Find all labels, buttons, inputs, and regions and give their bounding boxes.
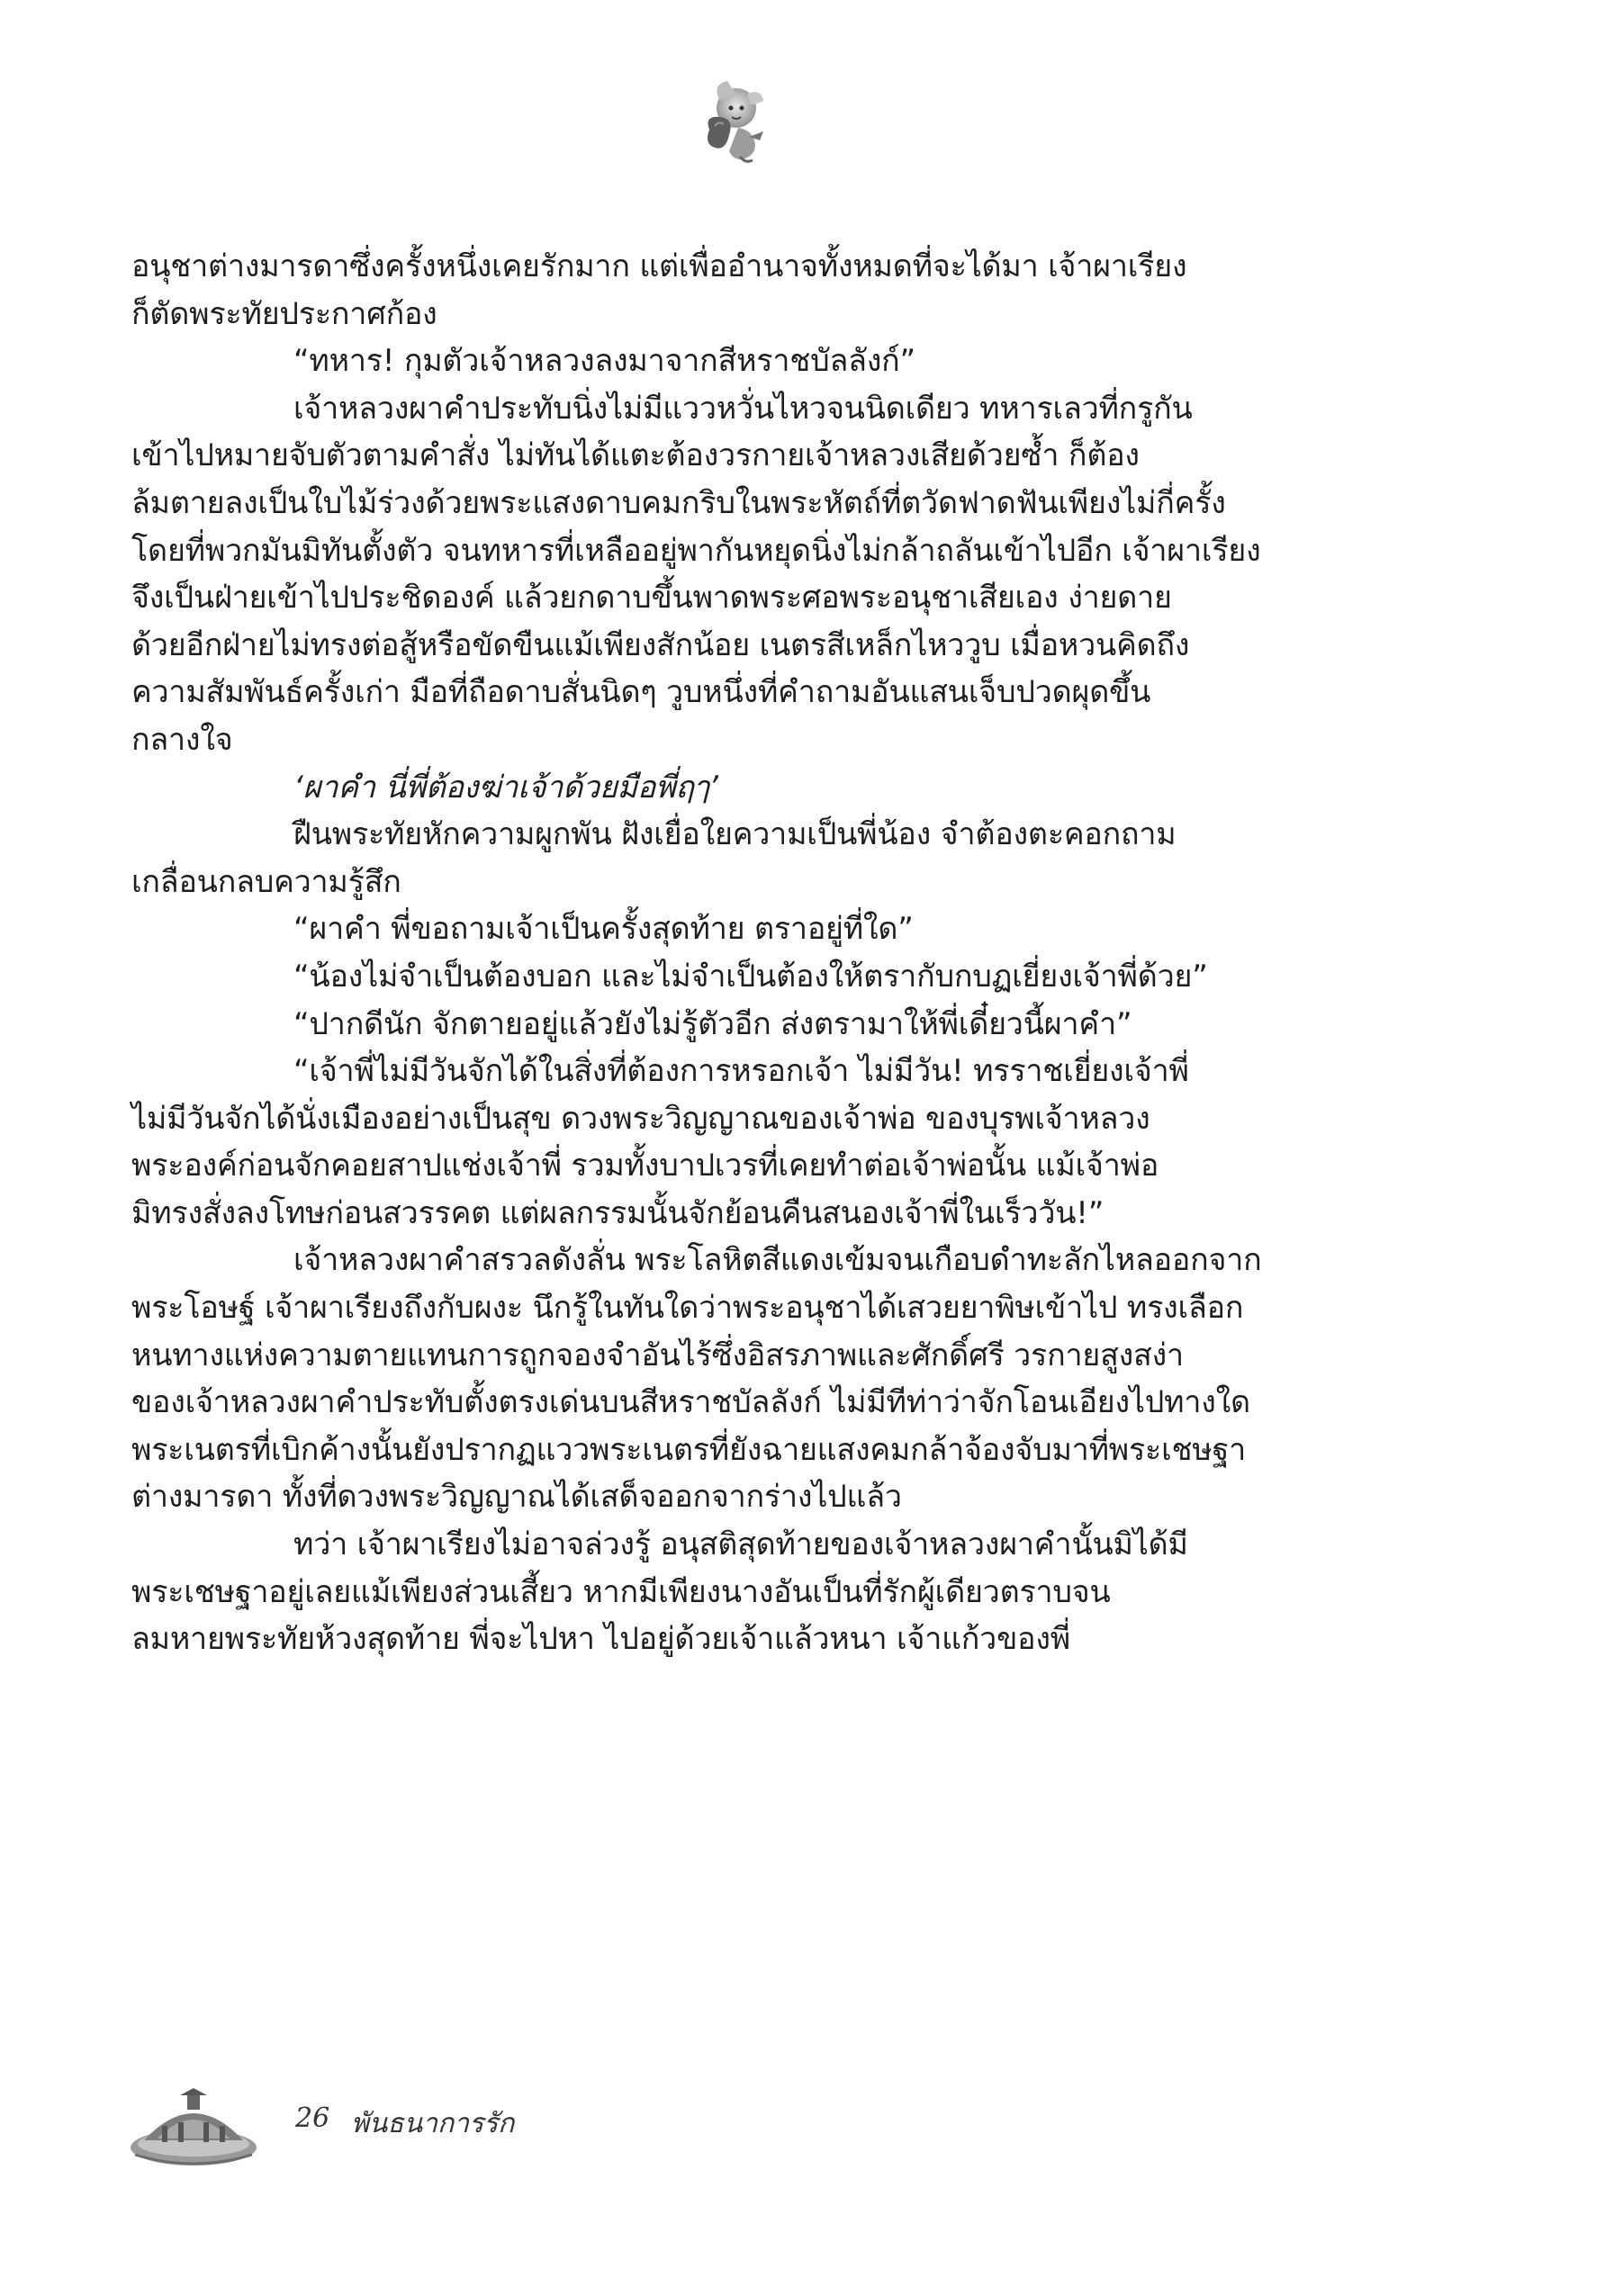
text-line: ทว่า เจ้าผาเรียงไม่อาจล่วงรู้ อนุสติสุดท้ายของเจ้าหลวงผาคำนั้นมิได้มี bbox=[293, 1526, 1188, 1563]
text-line: พระเชษฐาอยู่เลยแม้เพียงส่วนเสี้ยว หากมีเพียงนางอันเป็นที่รักผู้เดียวตราบจน bbox=[131, 1573, 1111, 1610]
text-line: เกลื่อนกลบความรู้สึก bbox=[131, 863, 401, 900]
text-line: เจ้าหลวงผาคำสรวลดังลั่น พระโลหิตสีแดงเข้มจนเกือบดำทะลักไหลออกจาก bbox=[293, 1242, 1262, 1279]
text-line: หนทางแห่งความตายแทนการถูกจองจำอันไร้ซึ่งอิสรภาพและศักดิ์ศรี วรกายสูงสง่า bbox=[131, 1337, 1184, 1373]
text-line: อนุชาต่างมารดาซึ่งครั้งหนึ่งเคยรักมาก แต่เพื่ออำนาจทั้งหมดที่จะได้มา เจ้าผาเรียง bbox=[131, 248, 1187, 284]
inner-thought-line: ‘ผาคำ นี่พี่ต้องฆ่าเจ้าด้วยมือพี่ฤๅ’ bbox=[293, 769, 718, 806]
book-title: พันธนาการรัก bbox=[351, 2108, 515, 2139]
text-line: ฝืนพระทัยหักความผูกพัน ฝังเยื่อใยความเป็นพี่น้อง จำต้องตะคอกถาม bbox=[293, 816, 1177, 853]
text-line: โดยที่พวกมันมิทันตั้งตัว จนทหารที่เหลืออยู่พากันหยุดนิ่งไม่กล้าถลันเข้าไปอีก เจ้าผาเรียง bbox=[131, 532, 1261, 569]
dialogue-line: “น้องไม่จำเป็นต้องบอก และไม่จำเป็นต้องให้ตรากับกบฏเยี่ยงเจ้าพี่ด้วย” bbox=[293, 958, 1208, 995]
dialogue-line: “ผาคำ พี่ขอถามเจ้าเป็นครั้งสุดท้าย ตราอยู่ที่ใด” bbox=[293, 911, 914, 948]
body-text bbox=[131, 243, 1338, 1663]
dialogue-line: “ทหาร! กุมตัวเจ้าหลวงลงมาจากสีหราชบัลลังก์” bbox=[293, 343, 915, 380]
dialogue-line: มิทรงสั่งลงโทษก่อนสวรรคต แต่ผลกรรมนั้นจักย้อนคืนสนองเจ้าพี่ในเร็ววัน!” bbox=[131, 1194, 1105, 1231]
dialogue-line: ไม่มีวันจักได้นั่งเมืองอย่างเป็นสุข ดวงพระวิญญาณของเจ้าพ่อ ของบุรพเจ้าหลวง bbox=[131, 1100, 1150, 1137]
text-line: พระโอษฐ์ เจ้าผาเรียงถึงกับผงะ นึกรู้ในทันใดว่าพระอนุชาได้เสวยยาพิษเข้าไป ทรงเลือก bbox=[131, 1290, 1244, 1327]
text-line: ด้วยอีกฝ่ายไม่ทรงต่อสู้หรือขัดขืนแม้เพียงสักน้อย เนตรสีเหล็กไหววูบ เมื่อหวนคิดถึง bbox=[131, 626, 1190, 663]
text-line: ต่างมารดา ทั้งที่ดวงพระวิญญาณได้เสด็จออกจากร่างไปแล้ว bbox=[131, 1479, 902, 1516]
dialogue-line: “ปากดีนัก จักตายอยู่แล้วยังไม่รู้ตัวอีก ส่งตรามาให้พี่เดี๋ยวนี้ผาคำ” bbox=[293, 1005, 1132, 1042]
text-line: เจ้าหลวงผาคำประทับนิ่งไม่มีแววหวั่นไหวจนนิดเดียว ทหารเลวที่กรูกัน bbox=[293, 390, 1193, 427]
dialogue-line: “เจ้าพี่ไม่มีวันจักได้ในสิ่งที่ต้องการหรอกเจ้า ไม่มีวัน! ทรราชเยี่ยงเจ้าพี่ bbox=[293, 1053, 1189, 1090]
text-line: พระเนตรที่เบิกค้างนั้นยังปรากฏแววพระเนตรที่ยังฉายแสงคมกล้าจ้องจับมาที่พระเชษฐา bbox=[131, 1431, 1247, 1468]
page-footer bbox=[126, 2086, 666, 2176]
cupid-ornament-icon bbox=[684, 74, 783, 173]
text-line: ก็ตัดพระทัยประกาศก้อง bbox=[131, 295, 437, 332]
text-line: ล้มตายลงเป็นใบไม้ร่วงด้วยพระแสงดาบคมกริบในพระหัตถ์ที่ตวัดฟาดฟันเพียงไม่กี่ครั้ง bbox=[131, 484, 1226, 521]
text-line: จึงเป็นฝ่ายเข้าไปประชิดองค์ แล้วยกดาบขึ้นพาดพระศอพระอนุชาเสียเอง ง่ายดาย bbox=[131, 580, 1172, 617]
text-line: ของเจ้าหลวงผาคำประทับตั้งตรงเด่นบนสีหราชบัลลังก์ ไม่มีทีท่าว่าจักโอนเอียงไปทางใด bbox=[131, 1384, 1250, 1421]
text-line: ลมหายพระทัยห้วงสุดท้าย พี่จะไปหา ไปอยู่ด้วยเจ้าแล้วหนา เจ้าแก้วของพี่ bbox=[131, 1621, 1070, 1658]
text-line: เข้าไปหมายจับตัวตามคำสั่ง ไม่ทันได้แตะต้องวรกายเจ้าหลวงเสียด้วยซ้ำ ก็ต้อง bbox=[131, 437, 1140, 474]
dialogue-line: พระองค์ก่อนจักคอยสาปแช่งเจ้าพี่ รวมทั้งบาปเวรที่เคยทำต่อเจ้าพ่อนั้น แม้เจ้าพ่อ bbox=[131, 1148, 1159, 1184]
page-number: 26 bbox=[295, 2102, 330, 2134]
text-line: ความสัมพันธ์ครั้งเก่า มือที่ถือดาบสั่นนิดๆ วูบหนึ่งที่คำถามอันแสนเจ็บปวดผุดขึ้น bbox=[131, 674, 1151, 711]
temple-ornament-icon bbox=[126, 2086, 261, 2167]
text-line: กลางใจ bbox=[131, 721, 233, 758]
